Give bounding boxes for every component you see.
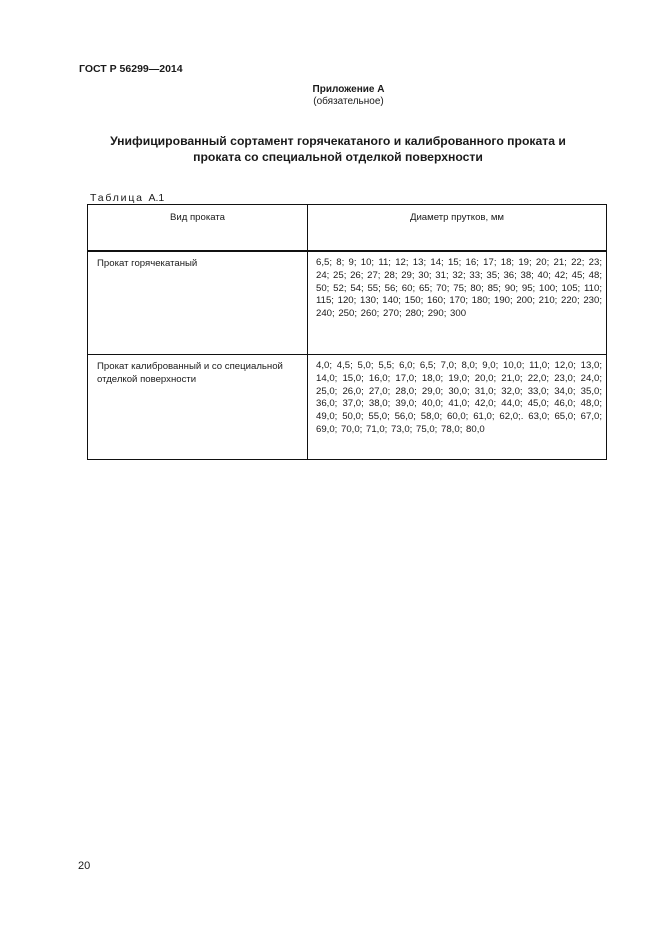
sortament-table xyxy=(87,204,607,460)
table-header-row xyxy=(88,205,607,252)
section-heading xyxy=(60,133,616,165)
appendix-status: (обязательное) xyxy=(313,96,384,107)
column-header-bar-diameter: Диаметр прутков, мм xyxy=(308,205,607,252)
cell-diameters: 6,5; 8; 9; 10; 11; 12; 13; 14; 15; 16; 17; 18; 19; 20; 21; 22; 23; 24; 25; 26; 27; 28; 29; 30; 31; 32; 33; 35; 36; 38; 40; 42; 45; 48; 50; 52; 54; 55; 56; 60; 65; 70; 75; 80; 85; 90; 95; 100; 105; 110; 115; 120; 130; 140; 150; 160; 170; 180; 190; 200; 210; 220; 230; 240; 250; 260; 270; 280; 290; 300 xyxy=(308,251,607,355)
appendix-title: Приложение А xyxy=(312,84,385,95)
table-row xyxy=(88,355,607,460)
table-caption xyxy=(90,192,164,204)
table-caption-label: Таблица xyxy=(90,192,144,204)
section-heading-line-1: Унифицированный сортамент горячекатаного и калиброванного проката и xyxy=(110,134,566,148)
table-caption-number: А.1 xyxy=(148,192,165,204)
section-heading-line-2: проката со специальной отделкой поверхности xyxy=(193,150,483,164)
table-row xyxy=(88,251,607,355)
page-number: 20 xyxy=(78,860,91,872)
cell-diameters: 4,0; 4,5; 5,0; 5,5; 6,0; 6,5; 7,0; 8,0; 9,0; 10,0; 11,0; 12,0; 13,0; 14,0; 15,0; 16,0; 17,0; 18,0; 19,0; 20,0; 21,0; 22,0; 23,0; 24,0; 25,0; 26,0; 27,0; 28,0; 29,0; 30,0; 31,0; 32,0; 33,0; 34,0; 35,0; 36,0; 37,0; 38,0; 39,0; 40,0; 41,0; 42,0; 44,0; 45,0; 46,0; 48,0; 49,0; 50,0; 55,0; 56,0; 58,0; 60,0; 61,0; 62,0;. 63,0; 65,0; 67,0; 69,0; 70,0; 71,0; 73,0; 75,0; 78,0; 80,0 xyxy=(308,355,607,460)
document-id: ГОСТ Р 56299—2014 xyxy=(79,63,183,75)
cell-product-type: Прокат калиброванный и со специальной отделкой поверхности xyxy=(88,355,308,460)
column-header-product-type: Вид проката xyxy=(88,205,308,252)
cell-product-type: Прокат горячекатаный xyxy=(88,251,308,355)
